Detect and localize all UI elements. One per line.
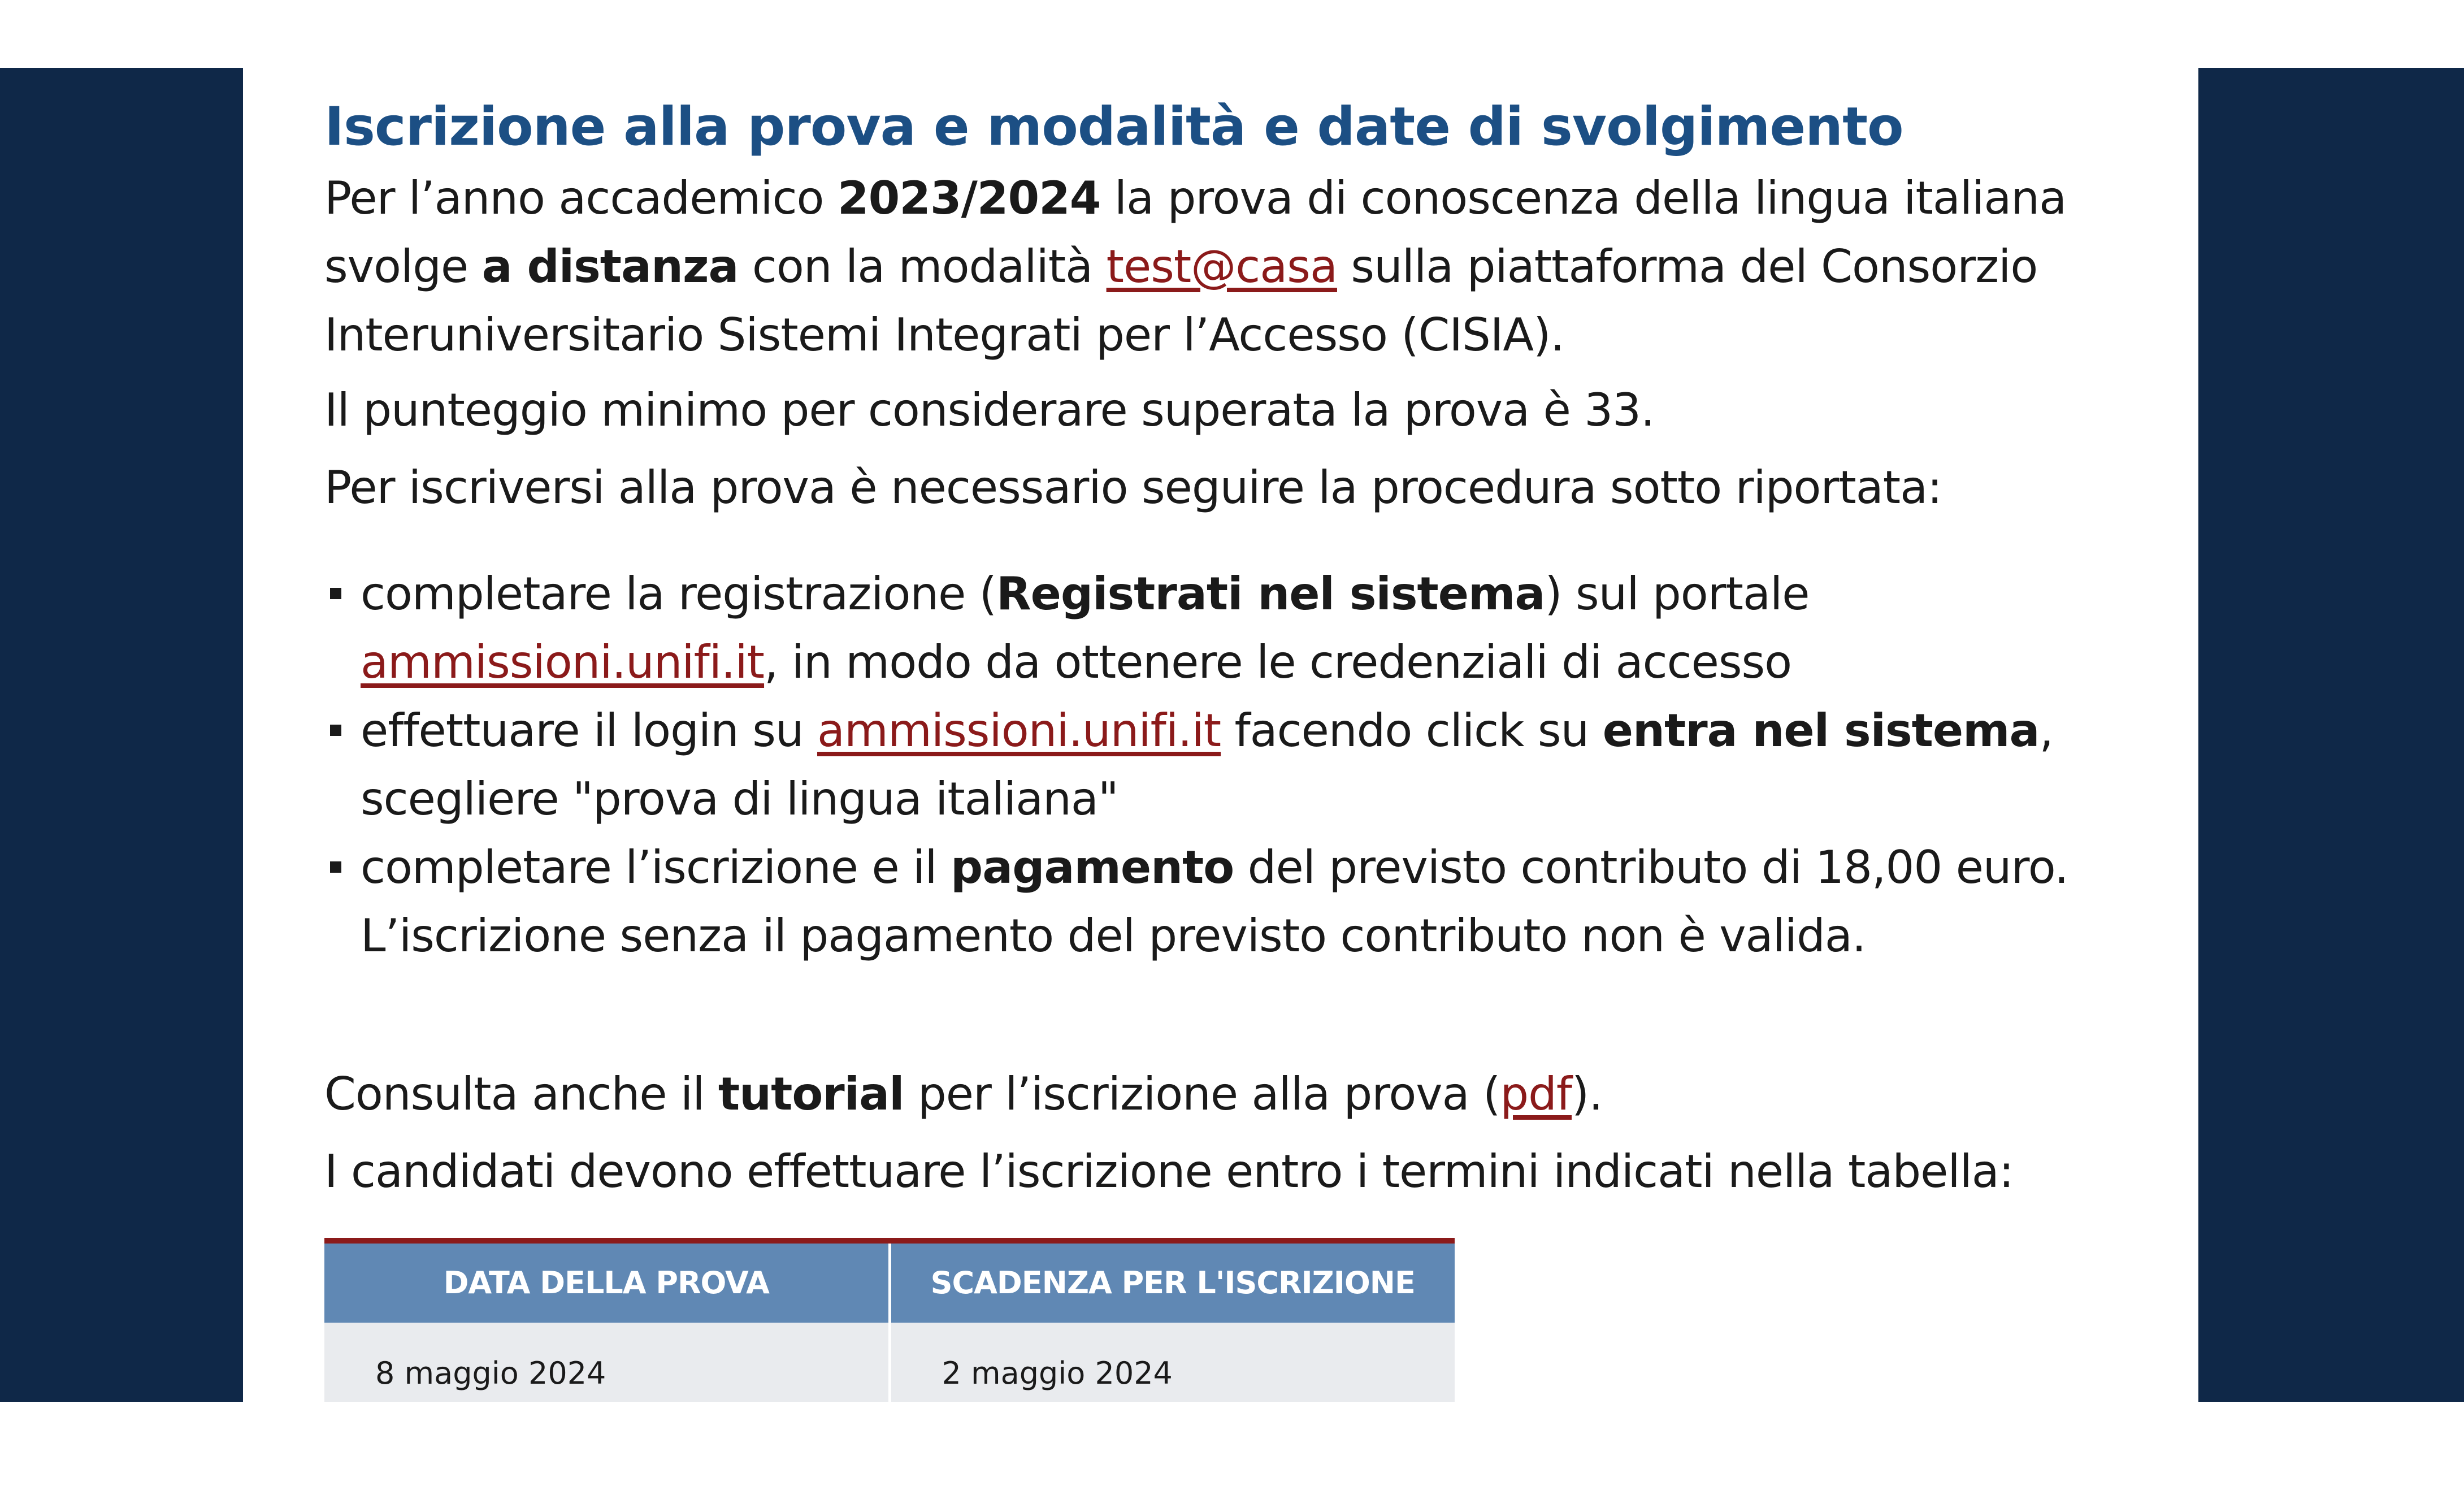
intro-text-4: sulla piattaforma del Consorzio Interuniversitario Sistemi Integrati per l’Accesso (CISIA).	[324, 240, 2038, 361]
pdf-link[interactable]: pdf	[1500, 1068, 1572, 1120]
list-item	[324, 833, 2161, 970]
step-text: , in modo da ottenere le credenziali di accesso	[764, 636, 1792, 688]
dates-table	[324, 1238, 1455, 1402]
intro-paragraph	[324, 164, 2161, 369]
bullet-icon	[330, 861, 341, 873]
ammissioni-link[interactable]: ammissioni.unifi.it	[361, 636, 765, 688]
tutorial-bold: tutorial	[718, 1068, 904, 1120]
tutorial-text-2: per l’iscrizione alla prova (	[904, 1068, 1500, 1120]
test-at-casa-link[interactable]: test@casa	[1106, 240, 1337, 293]
table-cell: 8 maggio 2024	[324, 1323, 888, 1402]
table-header-cell: SCADENZA PER L'ISCRIZIONE	[888, 1244, 1455, 1323]
academic-year: 2023/2024	[837, 172, 1101, 224]
step-bold: entra nel sistema	[1602, 704, 2040, 757]
tutorial-text-1: Consulta anche il	[324, 1068, 718, 1120]
content-panel	[243, 68, 2198, 1402]
tutorial-paragraph	[324, 1060, 2161, 1128]
ammissioni-link[interactable]: ammissioni.unifi.it	[817, 704, 1221, 757]
step-text: completare l’iscrizione e il	[361, 841, 951, 894]
table-header-cell: DATA DELLA PROVA	[324, 1244, 888, 1323]
intro-text-2: la prova di conoscenza della lingua italiana svolge	[324, 172, 2067, 293]
list-item	[324, 560, 2161, 696]
table-header-row	[324, 1244, 1455, 1323]
intro-text-3: con la modalità	[738, 240, 1107, 293]
table-row	[324, 1323, 1455, 1402]
list-item	[324, 696, 2161, 833]
section-title: Iscrizione alla prova e modalità e date di svolgimento	[324, 96, 1903, 158]
step-bold: Registrati nel sistema	[996, 567, 1545, 620]
intro-text-1: Per l’anno accademico	[324, 172, 838, 224]
table-cell: 2 maggio 2024	[888, 1323, 1455, 1402]
step-text: effettuare il login su	[361, 704, 818, 757]
step-text: ) sul portale	[1545, 567, 1810, 620]
bullet-icon	[330, 725, 341, 736]
step-text: completare la registrazione (	[361, 567, 996, 620]
bullet-icon	[330, 588, 341, 599]
procedure-intro-text: Per iscriversi alla prova è necessario seguire la procedura sotto riportata:	[324, 461, 1942, 514]
step-bold: pagamento	[950, 841, 1234, 894]
exam-mode: a distanza	[481, 240, 739, 293]
step-text: , scegliere "prova di lingua italiana"	[361, 704, 2053, 825]
step-text: facendo click su	[1221, 704, 1603, 757]
tutorial-text-3: ).	[1572, 1068, 1603, 1120]
min-score-text: Il punteggio minimo per considerare superata la prova è 33.	[324, 384, 1655, 436]
deadline-note-text: I candidati devono effettuare l’iscrizione entro i termini indicati nella tabella:	[324, 1145, 2014, 1198]
procedure-steps-list	[324, 560, 2161, 970]
step-text: del previsto contributo di 18,00 euro. L’iscrizione senza il pagamento del previsto contributo non è valida.	[361, 841, 2068, 962]
